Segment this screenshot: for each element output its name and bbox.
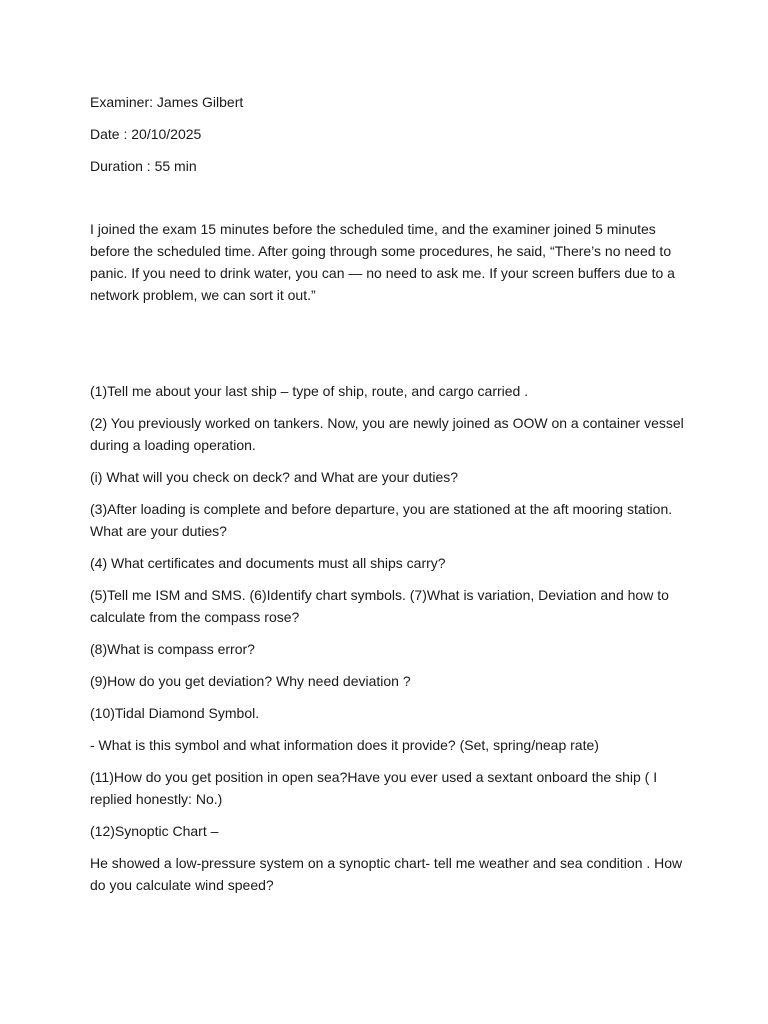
question-12: (12)Synoptic Chart – bbox=[90, 823, 219, 839]
question-2-sub-i: (i) What will you check on deck? and What are your duties? bbox=[90, 469, 459, 485]
question-8: (8)What is compass error? bbox=[90, 641, 255, 657]
question-11: (11)How do you get position in open sea?Have you ever used a sextant onboard the ship ( I replied honestly: No.) bbox=[90, 769, 658, 807]
date-line: Date : 20/10/2025 bbox=[90, 126, 202, 142]
question-list bbox=[90, 380, 685, 896]
duration-line: Duration : 55 min bbox=[90, 158, 197, 174]
question-1: (1)Tell me about your last ship – type of ship, route, and cargo carried . bbox=[90, 383, 529, 399]
question-5-6-7: (5)Tell me ISM and SMS. (6)Identify chart symbols. (7)What is variation, Deviation and how to calculate from the compass rose? bbox=[90, 587, 669, 625]
document-page bbox=[90, 91, 685, 906]
intro-paragraph: I joined the exam 15 minutes before the scheduled time, and the examiner joined 5 minutes before the scheduled time. After going through some procedures, he said, “There’s no need to panic. If you need to drink water, you can — no need to ask me. If your screen buffers due to a network problem, we can sort it out.” bbox=[90, 221, 675, 303]
question-10: (10)Tidal Diamond Symbol. bbox=[90, 705, 260, 721]
examiner-line: Examiner: James Gilbert bbox=[90, 94, 244, 110]
question-12-detail: He showed a low-pressure system on a synoptic chart- tell me weather and sea condition . How do you calculate wind speed? bbox=[90, 855, 683, 893]
question-4: (4) What certificates and documents must all ships carry? bbox=[90, 555, 446, 571]
question-2: (2) You previously worked on tankers. Now, you are newly joined as OOW on a container vessel during a loading operation. bbox=[90, 415, 684, 453]
question-9: (9)How do you get deviation? Why need deviation ? bbox=[90, 673, 411, 689]
question-10-detail: - What is this symbol and what information does it provide? (Set, spring/neap rate) bbox=[90, 737, 599, 753]
question-3: (3)After loading is complete and before departure, you are stationed at the aft mooring station. What are your duties? bbox=[90, 501, 673, 539]
